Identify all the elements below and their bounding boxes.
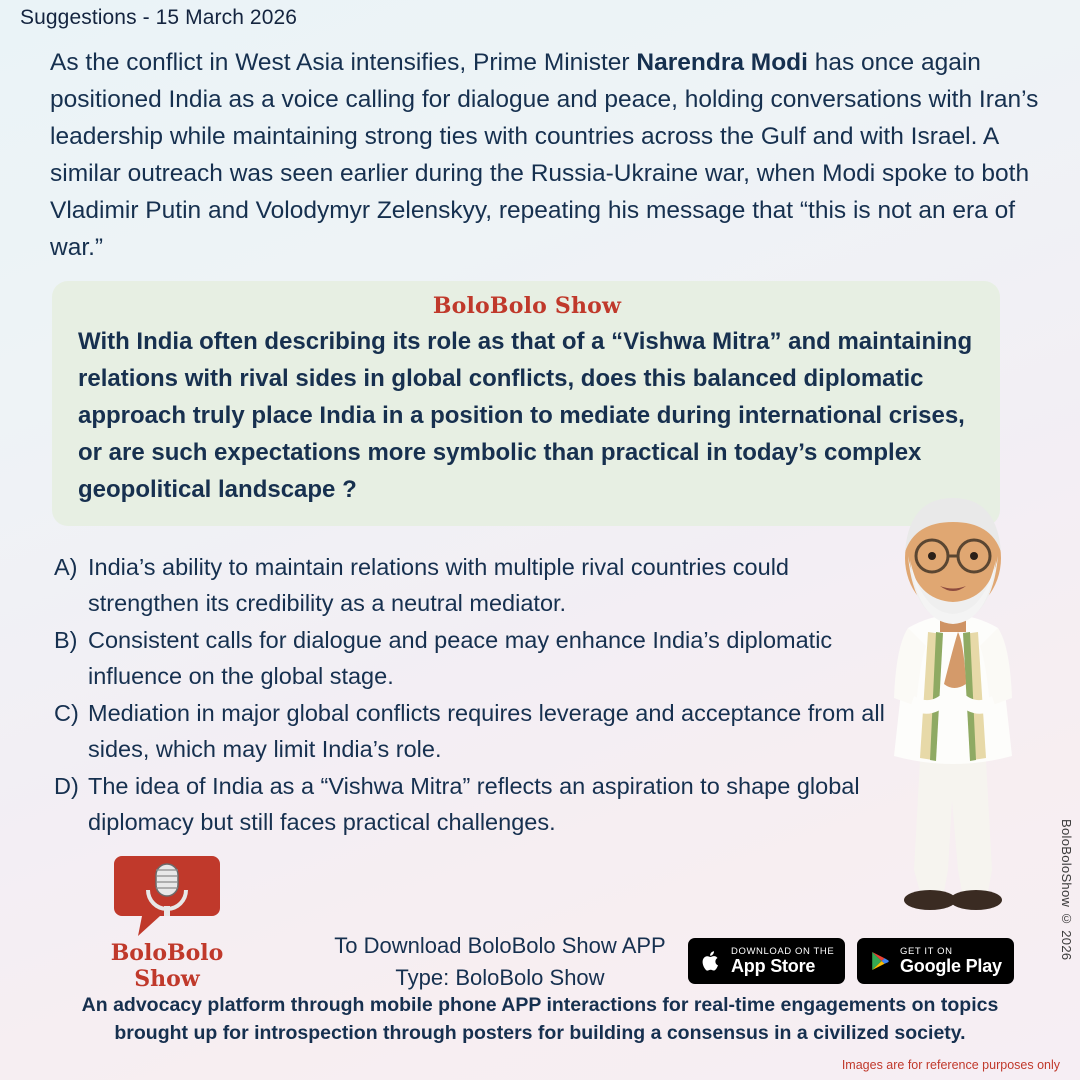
footer-line-2: brought up for introspection through posters for building a consensus in a civilized society. [114,1022,966,1044]
option-d-key: D) [54,773,79,799]
intro-text-part2: has once again positioned India as a voice calling for dialogue and peace, holding conversations with Iran’s leadership while maintaining strong ties with countries across the Gulf and with Israel. A similar outreach was seen earlier during the Russia-Ukraine war, when Modi spoke to both Vladimir Putin and Volodymyr Zelenskyy, repeating his message that “this is not an era of war.” [50,49,1039,261]
question-text: With India often describing its role as that of a “Vishwa Mitra” and maintaining relations with rival sides in global conflicts, does this balanced diplomatic approach truly place India in a position to mediate during international crises, or are such expectations more symbolic than practical in today’s complex geopolitical landscape ? [78,328,973,503]
option-c-text: Mediation in major global conflicts requires leverage and acceptance from all sides, which may limit India’s role. [88,700,885,762]
option-d-text: The idea of India as a “Vishwa Mitra” reflects an aspiration to shape global diplomacy but still faces practical challenges. [88,773,860,835]
store-badges [688,938,1014,984]
download-instructions [330,930,670,994]
page-title: Suggestions - 15 March 2026 [20,6,298,29]
footer-text [0,991,1080,1047]
option-d[interactable] [54,768,904,840]
google-play-button[interactable] [857,938,1014,984]
option-b-text: Consistent calls for dialogue and peace may enhance India’s diplomatic influence on the global stage. [88,627,833,689]
google-play-label: Google Play [900,955,1002,976]
footer-line-1: An advocacy platform through mobile phone APP interactions for real-time engagements on topics [81,994,999,1016]
copyright-notice: BoloBoloShow © 2026 [1059,818,1074,960]
logo-wordmark: BoloBolo Show [110,940,224,992]
option-b-key: B) [54,627,78,653]
apple-icon [697,949,725,973]
option-a-key: A) [54,554,78,580]
intro-paragraph [50,44,1050,266]
google-play-icon [866,950,894,972]
option-c[interactable] [54,695,904,767]
options-list [54,549,904,841]
option-c-key: C) [54,700,79,726]
app-store-button[interactable] [688,938,845,984]
microphone-icon [112,850,222,938]
image-disclaimer: Images are for reference purposes only [841,1058,1060,1072]
google-play-small-label: GET IT ON [900,945,953,957]
download-line-1: To Download BoloBolo Show APP [334,933,666,958]
intro-highlight-name: Narendra Modi [636,49,808,76]
option-a[interactable] [54,549,904,621]
prime-minister-photo [848,460,1058,930]
intro-text-part1: As the conflict in West Asia intensifies, Prime Minister [50,49,637,76]
download-line-2: Type: BoloBolo Show [395,965,605,990]
brand-wordmark: BoloBolo Show [432,293,622,319]
app-store-label: App Store [731,955,816,976]
app-store-small-label: DOWNLOAD ON THE [731,945,835,957]
bolobolo-logo [82,850,252,992]
option-a-text: India’s ability to maintain relations with multiple rival countries could strengthen its credibility as a neutral mediator. [88,554,789,616]
option-b[interactable] [54,622,904,694]
